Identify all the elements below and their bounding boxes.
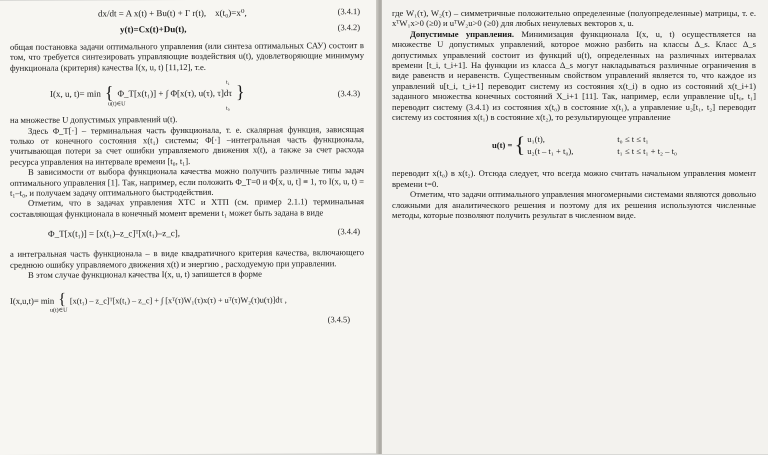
piecewise-cases <box>527 133 677 157</box>
equation-lhs: I(x, u, t)= min <box>50 88 101 100</box>
case-2-condition: t₁ ≤ t ≤ t₁ + t₂ – t₀ <box>617 146 677 157</box>
case-1-condition: t₀ ≤ t ≤ t₁ <box>617 134 649 145</box>
equation-3-4-4 <box>48 225 364 243</box>
case-2-expression: u₂(t – t₁ + t₀), <box>527 146 574 157</box>
paragraph-body: Минимизация функционала I(x, u, t) осуществляется на множестве U допустимых управлений, которое можно разбить на классы Δ_s. Класс Δ_s допустимых управлений состоит из функций u(t), определенных на различных интервалах времени [t_i, t_i+1]. На функции из класса Δ_s могут накладываться различные ограничения в виде равенств и неравенств. Существенным свойством управлений является то, что каждое из управлений u[t_i, t_i+1] переводит систему из состояния x(t_i) в одно из состояний x(t_i+1) заданного множества конечных состояний X_i+1 [11]. Так, например, если управление u[t₀, t₁] переводит систему (3.4.1) из состояния x(t₀) в состояние x(t₁), а управление u₂[t₁, t₂] переводит систему из состояния x(t₁) в состояние x(t₂), то результирующее управление <box>392 28 756 123</box>
section-heading: Допустимые управления. <box>410 28 515 39</box>
equation-min-subscript: u(t)∈U <box>50 307 68 314</box>
integral-upper-limit: t₁ <box>226 80 230 87</box>
case-1-expression: u₁(t), <box>527 134 545 145</box>
equation-3-4-1-initial: x(t₀)=x⁰, <box>215 7 247 18</box>
integral-lower-limit: t₀ <box>226 106 230 113</box>
equation-3-4-2-body: y(t)=Cx(t)+Du(t), <box>120 24 187 35</box>
equation-number: (3.4.2) <box>337 23 360 33</box>
equation-3-4-5: I(x,u,t)= min u(t)∈U { [x(t₁) – z_c]ᵀ[x(t₁) – z_c] + ∫ [xᵀ(τ)W₁(τ)x(τ) + uᵀ(τ)W₂(τ)u(τ)]dτ , (3.4.5) <box>10 290 350 324</box>
right-page <box>382 0 768 454</box>
paragraph: где W₁(τ), W₂(τ) – симметричные положительно определенные (полуопределенные) матрицы, т. е. xᵀW₁x>0 (≥0) и uᵀW₂u>0 (≥0) для любых ненулевых векторов x, u. <box>392 8 756 29</box>
equation-number: (3.4.1) <box>337 7 360 17</box>
equation-rhs: Φ_T[x(t₁)] + ∫ Φ[x(τ), u(τ), τ]dτ <box>117 88 232 99</box>
equation-number: (3.4.5) <box>327 314 350 324</box>
piecewise-control-equation: u(t) = { u₁(t), t₀ ≤ t ≤ t₁ u₂(t – t₁ + t₀), t₁ ≤ t ≤ t₁ + t₂ – t₀ <box>492 132 677 158</box>
equation-3-4-2 <box>120 21 364 36</box>
paragraph: на множестве U допустимых управлений u(t). <box>10 114 178 126</box>
piecewise-lhs: u(t) = <box>492 140 513 151</box>
paragraph: общая постановка задачи оптимального управления (или синтеза оптимальных САУ) состоит в том, что требуется синтезировать управляющие воздействия u(t), удовлетворяющие минимуму функционала (критерия) качества I(x, u, t) [11,12], т.е. <box>10 40 364 73</box>
paragraph: а интегральная часть функционала – в виде квадратичного критерия качества, включающего среднюю ошибку управляемого движения x(t) и энергию , расходуемую при управлении. <box>10 247 364 270</box>
equation-3-4-4-body: Φ_T[x(t₁)] = [x(t₁)–z_c]ᵀ[x(t₁)–z_c], <box>48 228 181 240</box>
paragraph: Отметим, что задачи оптимального управления многомерными системами являются довольно сложными для аналитического решения и поэтому для их решения используются численные методы, которые позволяют получить результат в численном виде. <box>392 189 756 221</box>
equation-rhs: [x(t₁) – z_c]ᵀ[x(t₁) – z_c] + ∫ [xᵀ(τ)W₁(τ)x(τ) + uᵀ(τ)W₂(τ)u(τ)]dτ , <box>69 294 287 306</box>
equation-3-4-1-body: dx/dt = A x(t) + Bu(t) + Γ r(t), <box>98 7 207 19</box>
equation-number: (3.4.4) <box>337 227 360 237</box>
paragraph: В этом случае функционал качества I(x, u, t) запишется в форме <box>28 268 262 280</box>
paragraph: Отметим, что в задачах управления ХТС и ХТП (см. пример 2.1.1) терминальная составляющая функционала в конечный момент времени t₁ может быть задана в виде <box>10 196 364 219</box>
equation-3-4-1 <box>98 5 364 22</box>
left-page <box>0 0 378 455</box>
paragraph <box>392 29 756 123</box>
paragraph: В зависимости от выбора функционала качества можно получить различные типы задач оптимального управления [1]. Так, например, если положить Φ_T=0 и Φ[x, u, t] ≡ 1, то I(x, u, t) = t₁–t₀, и получаем задачу оптимального быстродействия. <box>10 165 364 198</box>
equation-min-subscript: u(t)∈U <box>108 101 126 108</box>
equation-lhs: I(x,u,t)= min <box>10 295 55 306</box>
equation-number: (3.4.3) <box>337 89 360 99</box>
paragraph: переводит x(t₀) в x(t₂). Отсюда следует, что всегда можно считать начальном управления момент времени t=0. <box>392 168 756 189</box>
paragraph: Здесь Φ_T[·] – терминальная часть функционала, т. е. скалярная функция, зависящая только от конечного состояния x(t₁) системы; Φ[·] –интегральная часть функционала, учитывающая потери за счет ошибки управляемого движения x(t), а также за счет расхода ресурса управления на интервале времени [t₀, t₁]. <box>10 123 364 167</box>
equation-3-4-3: I(x, u, t)= min u(t)∈U { Φ_T[x(t₁)] + ∫ Φ[x(τ), u(τ), τ]dτ } t₀ t₁ (3.4.3) <box>50 80 360 113</box>
